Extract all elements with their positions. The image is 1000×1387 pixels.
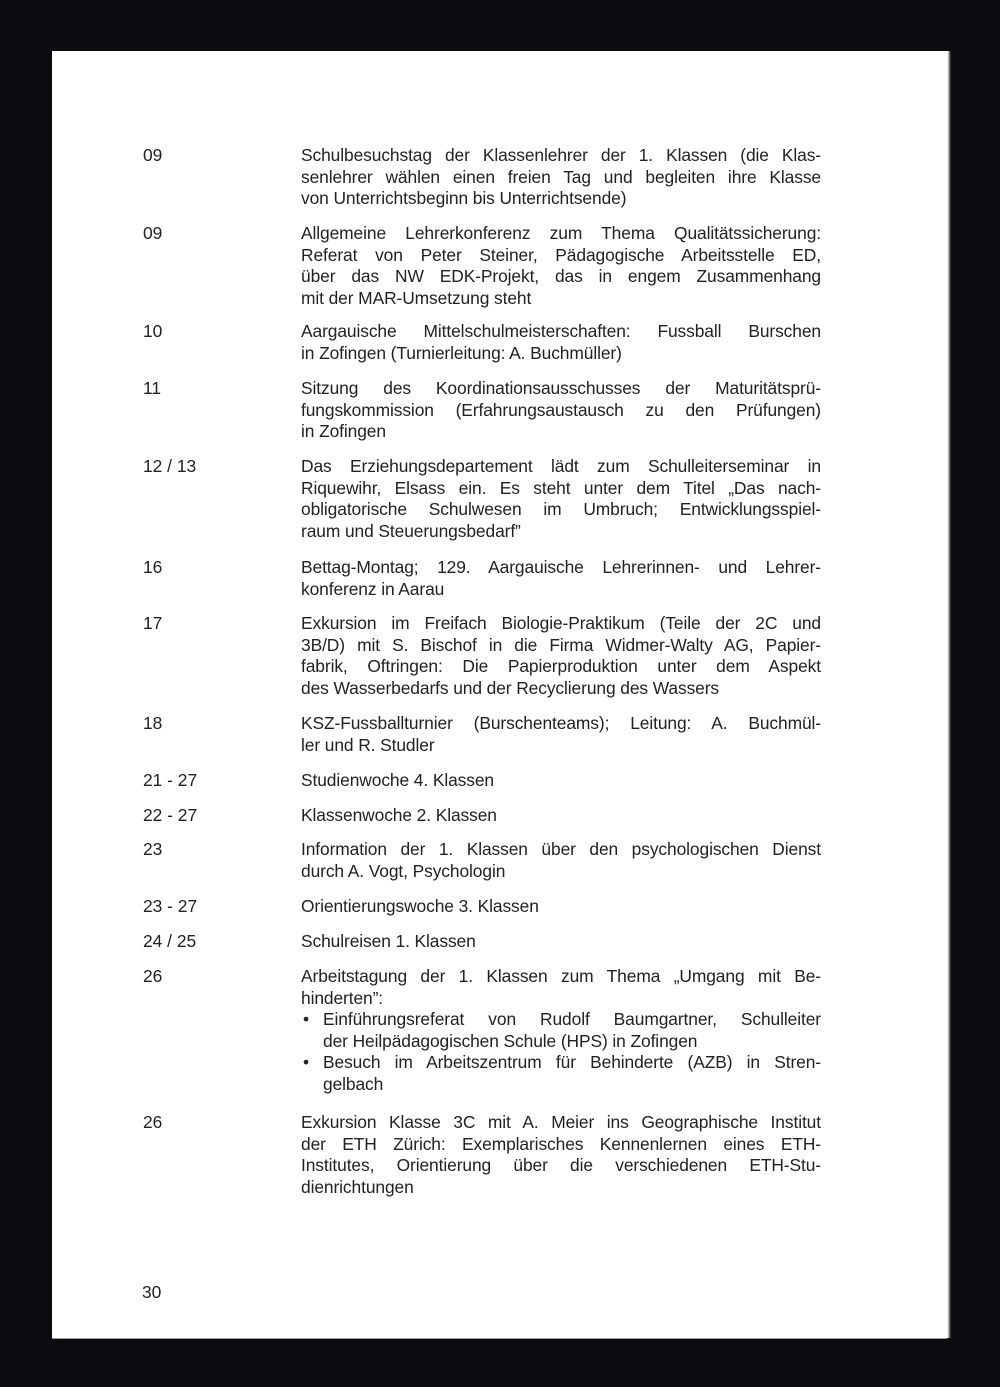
description-line: gelbach <box>323 1073 384 1094</box>
description-line: Bettag-Montag; 129. Aargauische Lehrerinnen- und Lehrer- <box>301 557 821 577</box>
bullet-icon: • <box>303 1052 309 1073</box>
entry-description <box>301 839 821 882</box>
entry-description <box>301 321 821 364</box>
description-line: senlehrer wählen einen freien Tag und begleiten ihre Klasse <box>301 166 821 187</box>
description-line: Schulreisen 1. Klassen <box>301 931 476 951</box>
entry-description <box>301 613 821 699</box>
description-line: KSZ-Fussballturnier (Burschenteams); Leitung: A. Buchmül- <box>301 713 821 733</box>
page-torn-edge <box>945 51 951 1338</box>
entry-date: 17 <box>143 613 163 633</box>
entry-description <box>301 805 821 827</box>
entry-description <box>301 896 821 918</box>
entry-date: 24 / 25 <box>143 931 197 951</box>
entry-date: 12 / 13 <box>143 456 197 476</box>
description-line: Exkursion Klasse 3C mit A. Meier ins Geographische Institut <box>301 1112 821 1132</box>
entry-date: 11 <box>143 378 162 398</box>
entry-description <box>301 557 821 600</box>
description-line: Riquewihr, Elsass ein. Es steht unter dem Titel „Das nach- <box>301 477 821 498</box>
entry-description <box>301 713 821 756</box>
entry-date: 26 <box>143 1112 163 1132</box>
entry-date: 23 - 27 <box>143 896 198 916</box>
description-line: Einführungsreferat von Rudolf Baumgartner, Schulleiter <box>323 1009 821 1030</box>
entry-date: 21 - 27 <box>143 770 198 790</box>
page-number: 30 <box>142 1282 162 1302</box>
description-line: obligatorische Schulwesen im Umbruch; Entwicklungsspiel- <box>301 499 821 520</box>
entry-date: 26 <box>143 966 163 986</box>
entry-date: 16 <box>143 557 163 577</box>
entry-description <box>301 145 821 210</box>
description-line: Studienwoche 4. Klassen <box>301 770 494 790</box>
scanned-page <box>52 51 947 1338</box>
description-line: Exkursion im Freifach Biologie-Praktikum (Teile der 2C und <box>301 613 821 633</box>
entry-date: 22 - 27 <box>143 805 198 825</box>
description-line: Besuch im Arbeitszentrum für Behinderte (AZB) in Stren- <box>323 1052 821 1073</box>
description-line: dienrichtungen <box>301 1176 414 1197</box>
description-line: fabrik, Oftringen: Die Papierproduktion unter dem Aspekt <box>301 656 821 677</box>
description-line: der ETH Zürich: Exemplarisches Kennenlernen eines ETH- <box>301 1133 821 1154</box>
entry-date: 09 <box>143 145 163 165</box>
description-line: konferenz in Aarau <box>301 578 445 599</box>
description-line: ler und R. Studler <box>301 734 435 755</box>
description-line: Klassenwoche 2. Klassen <box>301 805 497 825</box>
description-line: der Heilpädagogischen Schule (HPS) in Zofingen <box>323 1030 698 1051</box>
bullet-list <box>301 1009 821 1095</box>
entry-description <box>301 931 821 953</box>
bullet-item <box>301 1052 821 1095</box>
description-line: des Wasserbedarfs und der Recyclierung des Wassers <box>301 677 720 698</box>
entry-description <box>301 456 821 542</box>
description-line: 3B/D) mit S. Bischof in die Firma Widmer-Walty AG, Papier- <box>301 634 821 655</box>
entry-description <box>301 378 821 443</box>
description-line: Aargauische Mittelschulmeisterschaften: Fussball Burschen <box>301 321 821 341</box>
description-line: hinderten”: <box>301 987 384 1008</box>
bullet-icon: • <box>303 1009 309 1030</box>
description-line: Referat von Peter Steiner, Pädagogische Arbeitsstelle ED, <box>301 244 821 265</box>
description-line: durch A. Vogt, Psychologin <box>301 860 506 881</box>
entry-date: 18 <box>143 713 163 733</box>
entry-date: 09 <box>143 223 163 243</box>
entry-description <box>301 966 821 1096</box>
entry-date: 10 <box>143 321 163 341</box>
entry-description <box>301 1112 821 1198</box>
description-line: Das Erziehungsdepartement lädt zum Schulleiterseminar in <box>301 456 821 476</box>
description-line: über das NW EDK-Projekt, das in engem Zusammenhang <box>301 266 821 287</box>
description-line: von Unterrichtsbeginn bis Unterrichtsende) <box>301 188 627 209</box>
entry-description <box>301 770 821 792</box>
description-line: Arbeitstagung der 1. Klassen zum Thema „Umgang mit Be- <box>301 966 821 986</box>
entry-date: 23 <box>143 839 163 859</box>
description-line: Sitzung des Koordinationsausschusses der Maturitätsprü- <box>301 378 821 398</box>
description-line: Information der 1. Klassen über den psychologischen Dienst <box>301 839 821 859</box>
description-line: Allgemeine Lehrerkonferenz zum Thema Qualitätssicherung: <box>301 223 821 243</box>
description-line: Orientierungswoche 3. Klassen <box>301 896 539 916</box>
bullet-item <box>301 1009 821 1052</box>
description-line: Institutes, Orientierung über die verschiedenen ETH-Stu- <box>301 1155 821 1176</box>
entry-description <box>301 223 821 309</box>
description-line: mit der MAR-Umsetzung steht <box>301 287 532 308</box>
description-line: Schulbesuchstag der Klassenlehrer der 1. Klassen (die Klas- <box>301 145 821 165</box>
description-line: in Zofingen (Turnierleitung: A. Buchmüller) <box>301 342 622 363</box>
description-line: raum und Steuerungsbedarf” <box>301 520 521 541</box>
description-line: fungskommission (Erfahrungsaustausch zu den Prüfungen) <box>301 399 821 420</box>
description-line: in Zofingen <box>301 421 386 442</box>
